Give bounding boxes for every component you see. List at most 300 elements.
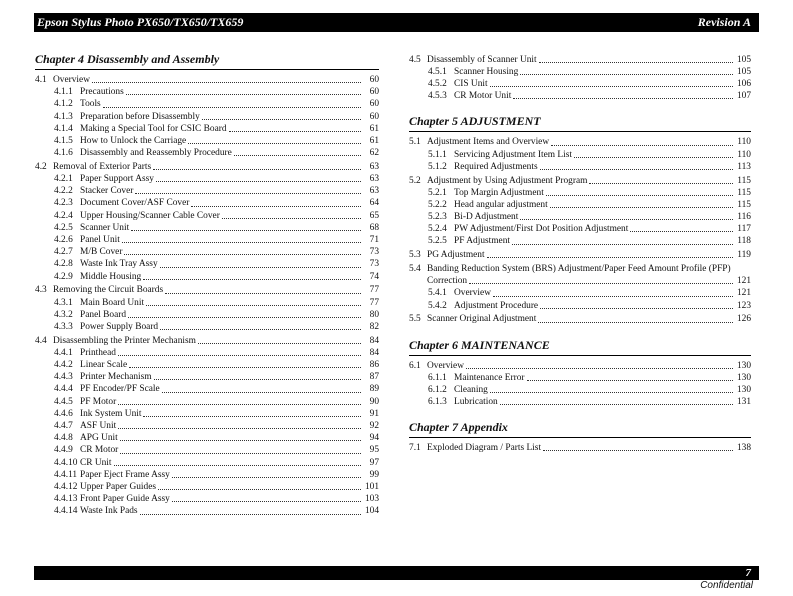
- entry-page: 105: [736, 54, 751, 65]
- dot-leader: [162, 392, 361, 393]
- toc-entry[interactable]: [35, 396, 379, 408]
- entry-page: 118: [737, 236, 751, 247]
- dot-leader: [114, 465, 361, 466]
- toc-entry[interactable]: [409, 136, 751, 148]
- toc-entry[interactable]: [35, 98, 379, 110]
- toc-entry[interactable]: [35, 246, 379, 258]
- dot-leader: [490, 392, 733, 393]
- entry-number: 4.2.8: [54, 259, 73, 270]
- entry-page: 115: [737, 175, 751, 186]
- dot-leader: [630, 231, 733, 232]
- dot-leader: [118, 355, 361, 356]
- entry-page: 84: [369, 347, 379, 358]
- entry-title: Power Supply Board: [80, 321, 159, 332]
- entry-page: 92: [369, 421, 379, 432]
- entry-page: 80: [369, 309, 379, 320]
- entry-title: Top Margin Adjustment: [454, 187, 544, 198]
- entry-title: Linear Scale: [80, 360, 128, 371]
- dot-leader: [540, 169, 733, 170]
- dot-leader: [120, 453, 361, 454]
- toc-entry[interactable]: [35, 432, 379, 444]
- entry-number: 5.4.1: [428, 288, 447, 299]
- entry-title: PW Adjustment/First Dot Position Adjustment: [454, 224, 629, 235]
- entry-number: 4.1: [35, 75, 47, 85]
- entry-number: 4.4.4: [54, 384, 73, 395]
- dot-leader: [143, 416, 361, 417]
- dot-leader: [520, 219, 733, 220]
- chapter-5-heading: Chapter 5 ADJUSTMENT: [409, 112, 751, 132]
- entry-number: 4.1.4: [54, 123, 73, 134]
- dot-leader: [550, 207, 733, 208]
- toc-entry[interactable]: [409, 187, 751, 199]
- entry-page: 89: [369, 384, 379, 395]
- entry-page: 73: [369, 259, 379, 270]
- entry-number: 4.4.8: [54, 433, 73, 444]
- toc-entry[interactable]: [409, 78, 751, 90]
- toc-entry[interactable]: [35, 444, 379, 456]
- entry-title: Disassembly and Reassembly Procedure: [80, 148, 232, 159]
- dot-leader: [527, 380, 733, 381]
- entry-number: 4.2: [35, 161, 47, 172]
- entry-number: 4.2.2: [54, 186, 73, 197]
- toc-entry[interactable]: [409, 66, 751, 78]
- entry-title: Exploded Diagram / Parts List: [427, 443, 542, 454]
- dot-leader: [229, 131, 361, 132]
- entry-title: Overview: [427, 360, 464, 371]
- entry-title: Correction: [427, 276, 468, 287]
- dot-leader: [140, 514, 361, 515]
- entry-number: 7.1: [409, 443, 421, 454]
- entry-title: Adjustment by Using Adjustment Program: [427, 175, 588, 186]
- entry-title: Scanner Unit: [80, 222, 130, 233]
- chapter-4-heading: Chapter 4 Disassembly and Assembly: [35, 50, 379, 70]
- entry-title: Removal of Exterior Parts: [53, 161, 152, 172]
- entry-title: CIS Unit: [454, 78, 488, 89]
- dot-leader: [546, 195, 733, 196]
- entry-title: How to Unlock the Carriage: [80, 135, 187, 146]
- toc-entry[interactable]: [409, 287, 751, 299]
- entry-number: 4.4.14: [54, 506, 78, 517]
- entry-number: 4.4.9: [54, 445, 73, 456]
- toc-entry[interactable]: [409, 249, 751, 261]
- revision-label: Revision A: [697, 15, 751, 29]
- entry-title: Servicing Adjustment Item List: [454, 149, 572, 160]
- dot-leader: [92, 82, 361, 83]
- toc-entry[interactable]: [35, 371, 379, 383]
- entry-number: 4.4.2: [54, 360, 73, 371]
- entry-title: Scanner Original Adjustment: [427, 314, 537, 325]
- toc-entry[interactable]: [35, 222, 379, 234]
- toc-entry[interactable]: [35, 347, 379, 359]
- entry-number: 4.5: [409, 54, 421, 65]
- entry-page: 63: [369, 161, 379, 172]
- confidential-label: Confidential: [700, 580, 753, 591]
- entry-title: Main Board Unit: [80, 297, 145, 308]
- toc-entry[interactable]: [35, 481, 379, 493]
- entry-number: 4.4.12: [54, 481, 78, 492]
- chapter-6-entries: [409, 360, 751, 409]
- entry-number: 4.3: [35, 285, 47, 296]
- entry-page: 84: [369, 335, 379, 346]
- entry-title: Making a Special Tool for CSIC Board: [80, 123, 227, 134]
- toc-entry[interactable]: [409, 149, 751, 161]
- dot-leader: [520, 74, 733, 75]
- dot-leader: [512, 244, 733, 245]
- entry-page: 115: [737, 199, 751, 210]
- entry-page: 123: [736, 300, 751, 311]
- toc-entry[interactable]: [35, 74, 379, 86]
- toc-entry[interactable]: [409, 313, 751, 325]
- dot-leader: [493, 296, 733, 297]
- toc-entry[interactable]: [409, 223, 751, 235]
- header-bar: [34, 13, 759, 32]
- toc-entry[interactable]: [35, 210, 379, 222]
- entry-page: 91: [369, 408, 379, 419]
- dot-leader: [500, 404, 733, 405]
- chapter-6-heading: Chapter 6 MAINTENANCE: [409, 336, 751, 356]
- entry-page: 117: [737, 224, 751, 235]
- entry-title: Head angular adjustment: [454, 199, 548, 210]
- entry-number: 4.4.10: [54, 457, 78, 468]
- entry-page: 60: [369, 99, 379, 110]
- entry-page: 119: [737, 250, 751, 261]
- entry-number: 4.5.1: [428, 66, 447, 77]
- entry-title: Overview: [53, 75, 90, 85]
- entry-title: CR Motor Unit: [454, 91, 512, 102]
- toc-entry[interactable]: [35, 420, 379, 432]
- dot-leader: [160, 267, 361, 268]
- toc-entry[interactable]: [35, 123, 379, 135]
- entry-page: 115: [737, 187, 751, 198]
- toc-entry[interactable]: [35, 284, 379, 296]
- dot-leader: [191, 206, 361, 207]
- entry-page: 64: [369, 198, 379, 209]
- entry-title: M/B Cover: [80, 247, 123, 258]
- dot-leader: [188, 143, 361, 144]
- chapter-4-entries: [35, 74, 379, 518]
- entry-number: 5.2.4: [428, 224, 447, 235]
- entry-number: 4.1.6: [54, 148, 73, 159]
- entry-title: Tools: [80, 99, 101, 110]
- entry-page: 104: [364, 506, 379, 517]
- entry-number: 6.1.1: [428, 372, 447, 383]
- entry-title: CR Motor: [80, 445, 119, 456]
- entry-number: 5.1.1: [428, 149, 447, 160]
- entry-page: 77: [369, 297, 379, 308]
- entry-number: 4.2.7: [54, 247, 73, 258]
- footer-bar: [34, 566, 759, 580]
- dot-leader: [234, 155, 361, 156]
- toc-entry[interactable]: [35, 197, 379, 209]
- dot-leader: [165, 293, 361, 294]
- entry-title: Scanner Housing: [454, 66, 519, 77]
- toc-entry[interactable]: [35, 147, 379, 159]
- chapter-5-entries: [409, 136, 751, 261]
- toc-entry[interactable]: [35, 335, 379, 347]
- dot-leader: [222, 218, 361, 219]
- entry-number: 5.3: [409, 250, 421, 261]
- toc-entry[interactable]: [35, 469, 379, 481]
- entry-number: 5.5: [409, 314, 421, 325]
- toc-entry[interactable]: [409, 235, 751, 247]
- chapter-5-entries-continued: [409, 287, 751, 325]
- entry-title: Preparation before Disassembly: [80, 111, 200, 122]
- dot-leader: [146, 305, 361, 306]
- entry-number: 4.2.5: [54, 222, 73, 233]
- entry-page: 138: [736, 443, 751, 454]
- entry-page: 105: [736, 66, 751, 77]
- entry-number: 4.3.2: [54, 309, 73, 320]
- dot-leader: [118, 428, 361, 429]
- entry-page: 82: [369, 321, 379, 332]
- toc-entry[interactable]: [409, 442, 751, 454]
- entry-page: 94: [369, 433, 379, 444]
- dot-leader: [103, 107, 361, 108]
- entry-page: 106: [736, 78, 751, 89]
- dot-leader: [135, 193, 361, 194]
- entry-title: Printhead: [80, 347, 116, 358]
- dot-leader: [153, 169, 361, 170]
- entry-page: 121: [736, 276, 751, 287]
- toc-entry[interactable]: [409, 396, 751, 408]
- toc-entry[interactable]: [409, 360, 751, 372]
- toc-entry[interactable]: [35, 258, 379, 270]
- entry-page: 126: [736, 314, 751, 325]
- entry-title: Ink System Unit: [80, 408, 142, 419]
- entry-page: 60: [369, 111, 379, 122]
- dot-leader: [513, 98, 733, 99]
- entry-title: Upper Housing/Scanner Cable Cover: [80, 210, 220, 221]
- dot-leader: [172, 477, 361, 478]
- entry-number: 5.1: [409, 137, 421, 148]
- entry-title: PF Encoder/PF Scale: [80, 384, 160, 395]
- toc-entry[interactable]: [35, 271, 379, 283]
- entry-number: 4.4.11: [54, 469, 78, 480]
- entry-number: 5.2.3: [428, 212, 447, 223]
- entry-title: Stacker Cover: [80, 186, 134, 197]
- entry-page: 101: [364, 481, 379, 492]
- toc-entry[interactable]: [35, 493, 379, 505]
- entry-page: 110: [737, 149, 751, 160]
- dot-leader: [128, 317, 361, 318]
- entry-page: 68: [369, 222, 379, 233]
- entry-page: 77: [369, 285, 379, 296]
- toc-entry[interactable]: [35, 111, 379, 123]
- dot-leader: [124, 254, 361, 255]
- toc-entry[interactable]: [35, 505, 379, 517]
- entry-page: 131: [736, 397, 751, 408]
- chapter-7-heading: Chapter 7 Appendix: [409, 418, 751, 438]
- entry-number: 4.4.13: [54, 494, 78, 505]
- entry-page: 113: [737, 161, 751, 172]
- dot-leader: [160, 329, 361, 330]
- entry-title: Printer Mechanism: [80, 372, 152, 383]
- entry-number: 5.2.1: [428, 187, 447, 198]
- dot-leader: [589, 183, 733, 184]
- entry-page: 62: [369, 148, 379, 159]
- entry-title: Panel Unit: [80, 235, 120, 246]
- entry-title: Front Paper Guide Assy: [80, 494, 170, 505]
- entry-number: 4.2.4: [54, 210, 73, 221]
- entry-page: 107: [736, 91, 751, 102]
- dot-leader: [538, 322, 733, 323]
- toc-entry[interactable]: [409, 199, 751, 211]
- entry-title: Middle Housing: [80, 271, 142, 282]
- entry-title: PF Adjustment: [454, 236, 511, 247]
- entry-page: 87: [369, 372, 379, 383]
- dot-leader: [574, 157, 733, 158]
- page-number: 7: [745, 567, 751, 579]
- toc-entry[interactable]: [35, 86, 379, 98]
- dot-leader: [126, 94, 361, 95]
- dot-leader: [202, 119, 361, 120]
- entry-page: 130: [736, 372, 751, 383]
- entry-title: Maintenance Error: [454, 372, 525, 383]
- entry-number: 5.2.5: [428, 236, 447, 247]
- dot-leader: [539, 62, 733, 63]
- dot-leader: [131, 230, 361, 231]
- toc-entry[interactable]: [35, 457, 379, 469]
- toc-right-column: [409, 52, 751, 454]
- entry-number: 4.3.1: [54, 297, 73, 308]
- entry-page: 99: [369, 469, 379, 480]
- entry-number: 4.4.3: [54, 372, 73, 383]
- entry-number: 4.2.1: [54, 174, 73, 185]
- entry-number: 4.4.6: [54, 408, 73, 419]
- entry-page: 130: [736, 384, 751, 395]
- dot-leader: [154, 379, 361, 380]
- entry-page: 86: [369, 360, 379, 371]
- entry-title: APG Unit: [80, 433, 118, 444]
- toc-entry[interactable]: [35, 173, 379, 185]
- entry-title: Overview: [454, 288, 491, 299]
- entry-number: 5.4.2: [428, 300, 447, 311]
- dot-leader: [487, 257, 733, 258]
- toc-entry[interactable]: [35, 234, 379, 246]
- entry-title: PF Motor: [80, 396, 117, 407]
- entry-title: Adjustment Items and Overview: [427, 137, 550, 148]
- entry-title: Disassembly of Scanner Unit: [427, 54, 537, 65]
- dot-leader: [122, 242, 361, 243]
- toc-entry[interactable]: [35, 161, 379, 173]
- dot-leader: [120, 440, 361, 441]
- entry-title: Paper Eject Frame Assy: [80, 469, 170, 480]
- entry-title: Removing the Circuit Boards: [53, 285, 164, 296]
- entry-number: 4.4.5: [54, 396, 73, 407]
- dot-leader: [540, 308, 733, 309]
- entry-title: CR Unit: [80, 457, 112, 468]
- toc-entry[interactable]: [35, 408, 379, 420]
- toc-entry[interactable]: [409, 384, 751, 396]
- dot-leader: [156, 181, 361, 182]
- entry-title: Disassembling the Printer Mechanism: [53, 335, 196, 346]
- dot-leader: [490, 86, 733, 87]
- entry-page: 60: [369, 75, 379, 85]
- entry-number: 5.4: [409, 264, 421, 274]
- entry-number: 4.2.3: [54, 198, 73, 209]
- toc-entry[interactable]: [35, 297, 379, 309]
- toc-entry[interactable]: [409, 300, 751, 312]
- toc-entry[interactable]: [35, 185, 379, 197]
- entry-title: Bi-D Adjustment: [454, 212, 519, 223]
- entry-page: 60: [369, 87, 379, 98]
- entry-page: 103: [364, 494, 379, 505]
- entry-page: 116: [737, 212, 751, 223]
- entry-number: 6.1: [409, 360, 421, 371]
- toc-entry[interactable]: [35, 309, 379, 321]
- entry-page: 73: [369, 247, 379, 258]
- entry-number: 4.1.1: [54, 87, 73, 98]
- entry-number: 4.5.2: [428, 78, 447, 89]
- toc-entry[interactable]: [409, 90, 751, 102]
- dot-leader: [469, 283, 733, 284]
- dot-leader: [129, 367, 361, 368]
- toc-entry[interactable]: [35, 135, 379, 147]
- entry-number: 4.1.2: [54, 99, 73, 110]
- entry-number: 4.4: [35, 335, 47, 346]
- toc-entry[interactable]: [35, 383, 379, 395]
- document-title: Epson Stylus Photo PX650/TX650/TX659: [37, 15, 244, 29]
- entry-title: Paper Support Assy: [80, 174, 154, 185]
- entry-title: Precautions: [80, 87, 124, 98]
- entry-title: PG Adjustment: [427, 250, 485, 261]
- toc-entry[interactable]: [409, 161, 751, 173]
- entry-page: 61: [369, 135, 379, 146]
- toc-left-column: [35, 50, 379, 518]
- entry-number: 6.1.3: [428, 397, 447, 408]
- entry-number: 6.1.2: [428, 384, 447, 395]
- entry-page: 110: [737, 137, 751, 148]
- toc-entry[interactable]: [409, 175, 751, 187]
- entry-title: Panel Board: [80, 309, 127, 320]
- entry-title: Adjustment Procedure: [454, 300, 539, 311]
- toc-entry[interactable]: [35, 359, 379, 371]
- toc-entry[interactable]: [35, 321, 379, 333]
- entry-page: 63: [369, 186, 379, 197]
- entry-number: 5.1.2: [428, 161, 447, 172]
- dot-leader: [551, 145, 733, 146]
- entry-title: Lubrication: [454, 397, 498, 408]
- entry-number: 4.1.3: [54, 111, 73, 122]
- dot-leader: [158, 489, 361, 490]
- chapter-7-entries: [409, 442, 751, 454]
- entry-number: 4.4.1: [54, 347, 73, 358]
- entry-number: 4.5.3: [428, 91, 447, 102]
- entry-title: ASF Unit: [80, 421, 117, 432]
- toc-entry[interactable]: [409, 263, 751, 275]
- entry-number: 5.2: [409, 175, 421, 186]
- entry-number: 5.2.2: [428, 199, 447, 210]
- toc-entry[interactable]: [409, 211, 751, 223]
- entry-page: 65: [369, 210, 379, 221]
- entry-page: 63: [369, 174, 379, 185]
- entry-title: Banding Reduction System (BRS) Adjustment/Paper Feed Amount Profile (PFP): [427, 264, 731, 274]
- entry-page: 71: [369, 235, 379, 246]
- entry-page: 61: [369, 123, 379, 134]
- dot-leader: [172, 501, 361, 502]
- entry-page: 90: [369, 396, 379, 407]
- toc-entry[interactable]: [409, 372, 751, 384]
- entry-title: Waste Ink Pads: [80, 506, 138, 517]
- toc-entry-continuation[interactable]: [409, 275, 751, 287]
- entry-title: Upper Paper Guides: [80, 481, 157, 492]
- chapter-4-continued-entries: [409, 54, 751, 103]
- entry-title: Waste Ink Tray Assy: [80, 259, 158, 270]
- entry-page: 74: [369, 271, 379, 282]
- toc-entry[interactable]: [409, 54, 751, 66]
- dot-leader: [543, 450, 733, 451]
- dot-leader: [143, 279, 361, 280]
